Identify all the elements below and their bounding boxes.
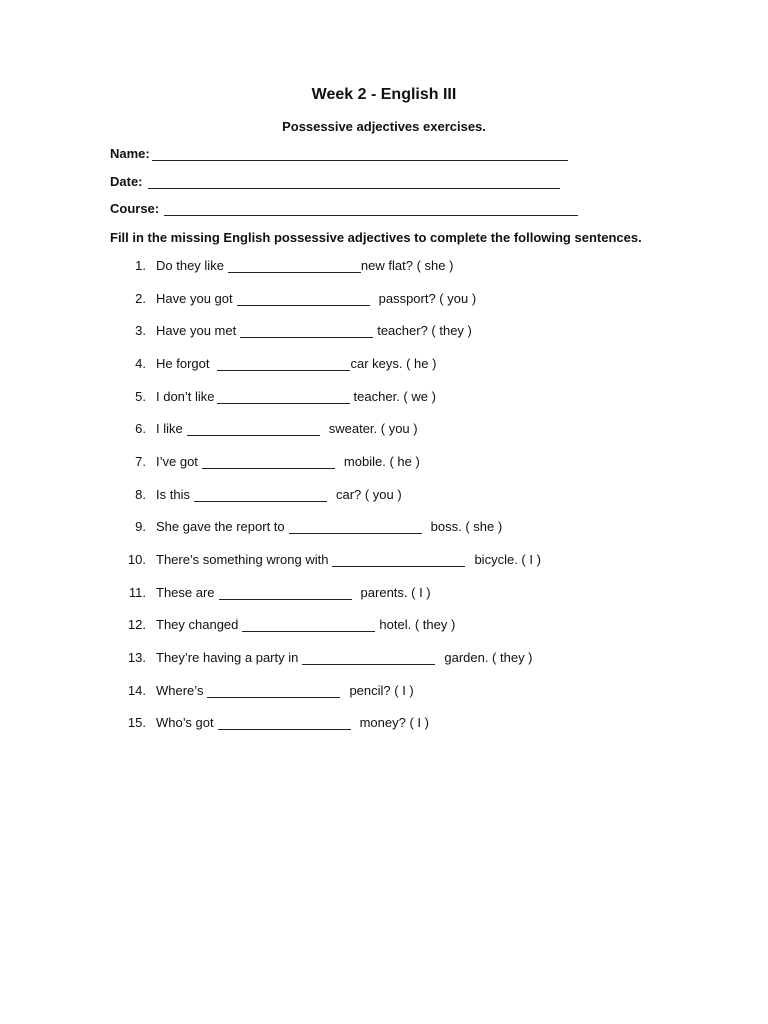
instructions: Fill in the missing English possessive adjectives to complete the following sentences.: [110, 230, 642, 245]
question-number: 14.: [127, 683, 146, 698]
answer-blank[interactable]: [240, 325, 373, 338]
answer-blank[interactable]: [219, 587, 352, 600]
question-item: [110, 255, 453, 273]
question-text-before: I’ve got: [156, 454, 198, 469]
question-text-before: These are: [156, 585, 215, 600]
question-text-after: bicycle. ( I ): [474, 552, 541, 567]
question-item: [110, 582, 431, 600]
question-item: [110, 712, 429, 730]
page-title: Week 2 - English III: [311, 86, 457, 103]
question-item: [110, 320, 472, 338]
answer-blank[interactable]: [202, 456, 335, 469]
course-label: Course:: [110, 201, 160, 216]
question-text-after: pencil? ( I ): [349, 683, 414, 698]
question-text-after: parents. ( I ): [360, 585, 431, 600]
answer-blank[interactable]: [237, 293, 370, 306]
question-text-after: mobile. ( he ): [343, 454, 420, 469]
date-field: [110, 174, 560, 189]
question-number: 8.: [135, 487, 146, 502]
question-text-before: There’s something wrong with: [156, 552, 329, 567]
course-field: [110, 201, 578, 216]
question-text-after: teacher. ( we ): [353, 389, 436, 404]
answer-blank[interactable]: [187, 423, 320, 436]
question-number: 7.: [135, 454, 146, 469]
question-text-after: boss. ( she ): [430, 519, 503, 534]
question-text-before: Is this: [156, 487, 190, 502]
question-number: 12.: [127, 617, 146, 632]
question-item: [110, 516, 502, 534]
question-text-before: I don’t like: [156, 389, 215, 404]
name-field: [110, 146, 568, 161]
date-blank-line[interactable]: [148, 176, 560, 189]
answer-blank[interactable]: [218, 717, 351, 730]
question-text-before: They changed: [156, 617, 239, 632]
question-text-before: Who’s got: [156, 715, 214, 730]
page-subtitle: Possessive adjectives exercises.: [282, 119, 486, 134]
question-number: 9.: [135, 519, 146, 534]
question-number: 15.: [127, 715, 146, 730]
question-number: 11.: [128, 585, 146, 600]
answer-blank[interactable]: [207, 685, 340, 698]
question-item: [110, 680, 414, 698]
question-text-after: passport? ( you ): [378, 291, 477, 306]
question-number: 13.: [127, 650, 146, 665]
answer-blank[interactable]: [217, 358, 350, 371]
question-number: 5.: [135, 389, 146, 404]
question-text-after: hotel. ( they ): [379, 617, 456, 632]
question-item: [110, 418, 418, 436]
question-number: 2.: [135, 291, 146, 306]
question-number: 1.: [135, 258, 146, 273]
question-text-before: They’re having a party in: [156, 650, 299, 665]
question-item: [110, 549, 541, 567]
question-text-after: new flat? ( she ): [360, 258, 454, 273]
question-item: [110, 386, 436, 404]
question-number: 4.: [135, 356, 146, 371]
answer-blank[interactable]: [289, 521, 422, 534]
question-item: [110, 288, 476, 306]
question-text-before: Have you met: [156, 323, 237, 338]
answer-blank[interactable]: [217, 391, 350, 404]
answer-blank[interactable]: [194, 489, 327, 502]
name-blank-line[interactable]: [152, 148, 568, 161]
question-text-before: He forgot: [156, 356, 210, 371]
question-item: [110, 353, 436, 371]
question-number: 6.: [135, 421, 146, 436]
question-text-before: I like: [156, 421, 183, 436]
question-number: 10.: [127, 552, 146, 567]
question-text-before: Where’s: [156, 683, 204, 698]
question-text-before: Have you got: [156, 291, 233, 306]
question-item: [110, 484, 402, 502]
question-item: [110, 647, 533, 665]
answer-blank[interactable]: [242, 619, 375, 632]
question-text-after: garden. ( they ): [444, 650, 533, 665]
question-text-before: She gave the report to: [156, 519, 285, 534]
question-text-after: teacher? ( they ): [377, 323, 472, 338]
question-number: 3.: [135, 323, 146, 338]
course-blank-line[interactable]: [164, 203, 578, 216]
answer-blank[interactable]: [228, 260, 361, 273]
question-text-after: car? ( you ): [335, 487, 402, 502]
question-text-after: sweater. ( you ): [328, 421, 418, 436]
question-item: [110, 614, 455, 632]
date-label: Date:: [110, 174, 143, 189]
question-text-after: car keys. ( he ): [350, 356, 437, 371]
name-label: Name:: [110, 146, 150, 161]
question-text-before: Do they like: [156, 258, 224, 273]
answer-blank[interactable]: [302, 652, 435, 665]
answer-blank[interactable]: [332, 554, 465, 567]
question-text-after: money? ( I ): [359, 715, 429, 730]
question-item: [110, 451, 420, 469]
